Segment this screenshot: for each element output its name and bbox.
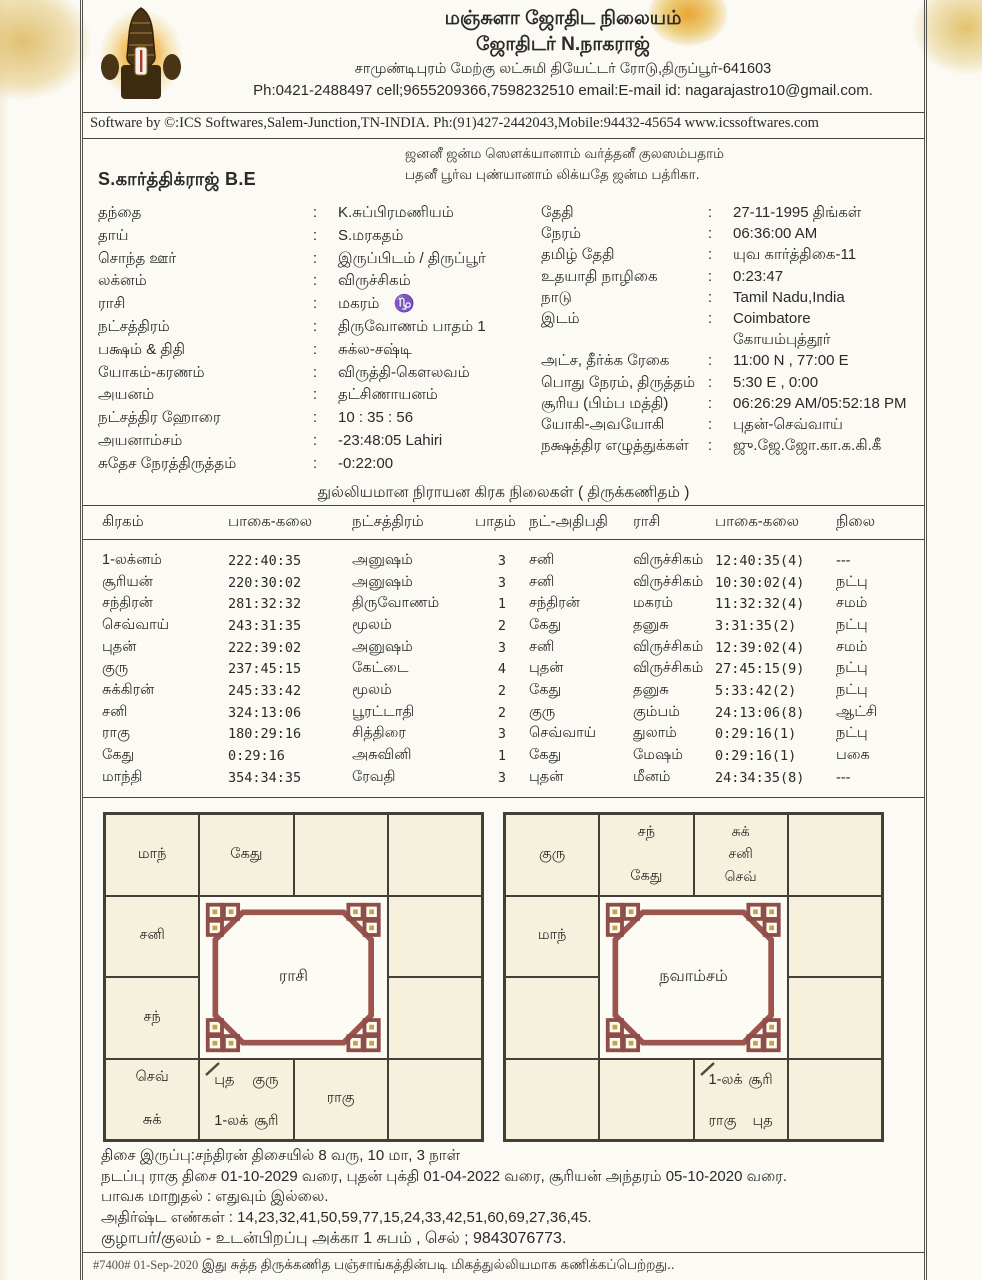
address-line: சாமுண்டிபுரம் மேற்கு லட்சுமி தியேட்டர் ரோடு,திருப்பூர்-641603 [354, 61, 772, 77]
detail-value: 06:26:29 AM/05:52:18 PM [733, 394, 907, 412]
detail-label: யோகம்-கரணம் [98, 363, 205, 381]
detail-label: உதயாதி நாழிகை [541, 267, 658, 285]
detail-label: தாய் [98, 226, 129, 244]
detail-row-mother [98, 225, 528, 248]
lagna-mark [698, 1061, 718, 1077]
astrologer-name: ஜோதிடர் N.நாகராஜ் [475, 34, 650, 55]
details-left-column [98, 202, 528, 476]
rasi-chart [103, 812, 484, 1142]
detail-value: S.மரகதம் [338, 226, 404, 244]
col-header-degrees-in-sign: பாகை-கலை [715, 512, 800, 530]
page-frame [80, 0, 927, 1280]
detail-row-lat-long [541, 350, 923, 371]
detail-value: 11:00 N , 77:00 E [733, 352, 849, 370]
divider [83, 1252, 924, 1253]
chart-cell: மாந் [105, 814, 199, 896]
detail-label: பொது நேரம், திருத்தம் [541, 373, 696, 391]
detail-row-tamil-date [541, 244, 923, 265]
table-title: துல்லியமான நிராயன கிரக நிலைகள் ( திருக்கணிதம் ) [317, 484, 690, 501]
colon: : [707, 437, 713, 455]
divider [83, 539, 924, 540]
col-header-paadham: பாதம் [475, 512, 516, 530]
detail-label: நட்சத்திர ஹோரை [98, 409, 221, 427]
detail-row-name-letters [541, 435, 923, 456]
detail-label: ராசி [98, 295, 126, 313]
chart-cell-lagna: 1-லக் சூரி ராகு புத [694, 1059, 788, 1141]
colon: : [312, 226, 318, 244]
dasa-balance-line: திசை இருப்பு:சந்திரன் திசையில் 8 வரு, 10 மா, 3 நாள் [101, 1147, 461, 1164]
chart-cell [388, 1059, 482, 1141]
table-row: புதன் 222:39:02 அனுஷம் 3 சனி விருச்சிகம் 12:39:02(4) சமம் [102, 638, 868, 656]
family-contact-line: குழாபர்/குலம் - உடன்பிறப்பு அக்கா 1 சுபம் , செல் ; 9843076773. [101, 1230, 567, 1248]
detail-row-time-correction [98, 453, 528, 476]
colon: : [312, 204, 318, 221]
chart-cell [505, 1059, 599, 1141]
detail-value: 10 : 35 : 56 [338, 409, 414, 427]
chart-cell: சுக் சனி செவ் [694, 814, 788, 896]
detail-row-place [541, 308, 923, 329]
table-body [83, 550, 924, 789]
detail-row-rasi [98, 293, 528, 316]
table-row: செவ்வாய் 243:31:35 மூலம் 2 கேது தனுசு 3:31:35(2) நட்பு [102, 616, 868, 634]
dasa-summary [101, 1146, 911, 1250]
chart-cell [505, 977, 599, 1059]
lucky-numbers-line: அதிர்ஷ்ட எண்கள் : 14,23,32,41,50,59,77,15,24,33,42,51,60,69,27,36,45. [101, 1208, 592, 1226]
shloka-line-1: ஜனனீ ஜன்ம ஸௌக்யானாம் வர்த்தனீ குலஸம்பதாம் [405, 146, 725, 161]
name-and-shloka [83, 138, 924, 200]
chart-cell: சந் [105, 977, 199, 1059]
software-credit-line: Software by ©:ICS Softwares,Salem-Junction,TN-INDIA. Ph:(91)427-2442043,Mobile:94432-45654 www.icssoftwares.com [90, 115, 819, 131]
divider [83, 505, 924, 506]
colon: : [312, 317, 318, 335]
chart-cell [788, 1059, 882, 1141]
chart-cell: மாந் [505, 896, 599, 978]
table-row: சந்திரன் 281:32:32 திருவோணம் 1 சந்திரன் மகரம் 11:32:32(4) சமம் [102, 595, 868, 613]
planet-position-table [83, 482, 924, 786]
detail-label: நாடு [541, 288, 572, 306]
detail-value: மகரம் [338, 295, 380, 313]
detail-label: லக்னம் [98, 272, 147, 290]
chart-cell: சனி [105, 896, 199, 978]
colon: : [312, 363, 318, 381]
col-header-rasi: ராசி [633, 512, 661, 530]
col-header-star: நட்சத்திரம் [352, 512, 424, 530]
navamsam-chart-center [599, 896, 788, 1059]
detail-value: Tamil Nadu,India [733, 288, 845, 306]
detail-row-ayanamsam [98, 430, 528, 453]
table-header [83, 509, 924, 535]
colon: : [707, 352, 713, 370]
colon: : [707, 394, 713, 412]
table-row: கேது 0:29:16 அசுவினி 1 கேது மேஷம் 0:29:16(1) பகை [102, 747, 870, 765]
detail-value: Coimbatore [733, 310, 811, 328]
bhava-change-line: பாவக மாறுதல் : எதுவும் இல்லை. [101, 1188, 329, 1206]
chart-section [83, 812, 924, 1142]
detail-value: 0:23:47 [733, 267, 784, 285]
chart-cell: கேது [199, 814, 293, 896]
colon: : [707, 310, 713, 328]
col-header-degrees: பாகை-கலை [228, 512, 313, 530]
detail-label: தேதி [541, 204, 574, 221]
detail-label: இடம் [541, 310, 580, 328]
colon: : [312, 386, 318, 404]
detail-value: 06:36:00 AM [733, 225, 818, 243]
table-row: மாந்தி 354:34:35 ரேவதி 3 புதன் மீனம் 24:34:35(8) --- [102, 768, 851, 786]
chart-cell [599, 1059, 693, 1141]
col-header-star-lord: நட்-அதிபதி [529, 512, 608, 530]
lagna-mark [203, 1061, 223, 1077]
detail-label: சுதேச நேரத்திருத்தம் [98, 454, 237, 472]
detail-row-yogi-avayogi [541, 414, 923, 435]
letterhead-text [213, 6, 913, 102]
shloka-line-2: பதனீ பூர்வ புண்யானாம் லிக்யதே ஜன்ம பத்ரிகா. [405, 167, 700, 182]
table-row: சனி 324:13:06 பூரட்டாதி 2 குரு கும்பம் 24:13:06(8) ஆட்சி [102, 703, 878, 721]
detail-row-nakshatram [98, 316, 528, 339]
detail-row-lagnam [98, 270, 528, 293]
detail-value: சுக்ல-சஷ்டி [338, 340, 412, 358]
center-name: மஞ்சுளா ஜோதிட நிலையம் [444, 8, 682, 29]
details-right-column [541, 202, 923, 456]
chart-cell [294, 814, 388, 896]
navamsam-chart-label: நவாம்சம் [659, 968, 728, 985]
detail-row-native-place [98, 248, 528, 271]
colon: : [707, 204, 713, 221]
detail-row-yogam-karanam [98, 362, 528, 385]
contact-line: Ph:0421-2488497 cell;9655209366,7598232510 email:E-mail id: nagarajastro10@gmail.com. [253, 82, 873, 99]
table-row: 1-லக்னம் 222:40:35 அனுஷம் 3 சனி விருச்சிகம் 12:40:35(4) --- [102, 551, 851, 569]
navamsam-chart [503, 812, 884, 1142]
chart-cell: ராகு [294, 1059, 388, 1141]
detail-row-timezone [541, 372, 923, 393]
chart-cell-lagna: புத குரு 1-லக் சூரி [199, 1059, 293, 1141]
detail-row-sunrise-sunset [541, 393, 923, 414]
divider [83, 112, 924, 113]
rasi-chart-center [199, 896, 388, 1059]
temple-deity-logo [93, 5, 189, 107]
col-header-planet: கிரகம் [102, 512, 144, 530]
chart-cell [388, 896, 482, 978]
colon: : [707, 246, 713, 264]
detail-row-ayanam [98, 384, 528, 407]
detail-label: நட்சத்திரம் [98, 317, 170, 335]
colon: : [312, 431, 318, 449]
colon: : [707, 288, 713, 306]
colon: : [312, 272, 318, 290]
capricorn-glyph: ♑ [393, 294, 415, 314]
detail-label: பக்ஷம் & திதி [98, 340, 185, 358]
letterhead [83, 0, 924, 112]
detail-value: ஜு.ஜே.ஜோ.கா.க.கி.கீ [733, 437, 882, 455]
detail-row-country [541, 287, 923, 308]
detail-value: -0:22:00 [338, 454, 394, 472]
detail-row-time [541, 223, 923, 244]
colon: : [707, 416, 713, 434]
print-note [93, 1257, 675, 1275]
table-row: ராகு 180:29:16 சித்திரை 3 செவ்வாய் துலாம் 0:29:16(1) நட்பு [102, 725, 868, 743]
chart-cell [788, 814, 882, 896]
chart-cell: செவ் சுக் [105, 1059, 199, 1141]
detail-label: சொந்த ஊர் [98, 249, 177, 267]
chart-cell: சந் கேது [599, 814, 693, 896]
print-serial: #7400# 01-Sep-2020 [93, 1258, 199, 1272]
detail-row-father [98, 202, 528, 225]
detail-value: K.சுப்பிரமணியம் [338, 204, 454, 221]
print-note-text: இது சுத்த திருக்கணித பஞ்சாங்கத்தின்படி மிகத்துல்லியமாக கணிக்கப்பெற்றது.. [201, 1257, 675, 1272]
colon: : [312, 340, 318, 358]
colon: : [312, 409, 318, 427]
detail-label: நேரம் [541, 225, 582, 243]
detail-row-date [541, 202, 923, 223]
chart-cell [388, 814, 482, 896]
detail-value: 27-11-1995 திங்கள் [733, 204, 862, 221]
current-dasa-line: நடப்பு ராகு திசை 01-10-2029 வரை, புதன் புக்தி 01-04-2022 வரை, சூரியன் அந்தரம் 05-10-2020 வரை. [101, 1167, 788, 1185]
detail-label: தந்தை [98, 204, 142, 221]
colon: : [707, 373, 713, 391]
detail-value: புதன்-செவ்வாய் [733, 416, 843, 434]
person-name: S.கார்த்திக்ராஜ் B.E [98, 169, 256, 189]
colon: : [707, 267, 713, 285]
detail-row-horai [98, 407, 528, 430]
colon: : [312, 454, 318, 472]
detail-row-nazhigai [541, 266, 923, 287]
colon: : [707, 225, 713, 243]
colon: : [312, 249, 318, 267]
chart-cell [388, 977, 482, 1059]
sanskrit-shloka [405, 143, 724, 185]
detail-value: இருப்பிடம் / திருப்பூர் [338, 249, 486, 267]
detail-value: 5:30 E , 0:00 [733, 373, 819, 391]
table-row: சூரியன் 220:30:02 அனுஷம் 3 சனி விருச்சிகம் 10:30:02(4) நட்பு [102, 573, 868, 591]
detail-label: அட்ச, தீர்க்க ரேகை [541, 352, 670, 370]
detail-place-tamil: கோயம்புத்தூர் [733, 331, 831, 349]
detail-label: யோகி-அவயோகி [541, 416, 665, 434]
colon: : [312, 295, 318, 313]
detail-label: தமிழ் தேதி [541, 246, 615, 264]
table-row: குரு 237:45:15 கேட்டை 4 புதன் விருச்சிகம் 27:45:15(9) நட்பு [102, 660, 868, 678]
detail-value: விருச்சிகம் [338, 272, 411, 290]
col-header-status: நிலை [836, 512, 876, 530]
detail-label: சூரிய (பிம்ப மத்தி) [541, 394, 669, 412]
rasi-chart-label: ராசி [278, 968, 309, 985]
detail-label: அயனாம்சம் [98, 431, 183, 449]
detail-value: யுவ கார்த்திகை-11 [733, 246, 857, 264]
detail-value: தட்சிணாயனம் [338, 386, 438, 404]
detail-label: அயனம் [98, 386, 155, 404]
divider [83, 797, 924, 798]
table-row: சுக்கிரன் 245:33:42 மூலம் 2 கேது தனுசு 5:33:42(2) நட்பு [102, 681, 868, 699]
chart-cell [788, 977, 882, 1059]
chart-cell: குரு [505, 814, 599, 896]
detail-value: திருவோணம் பாதம் 1 [338, 317, 486, 335]
detail-label: நக்ஷத்திர எழுத்துக்கள் [541, 437, 689, 455]
detail-value: -23:48:05 Lahiri [338, 431, 443, 449]
chart-cell [788, 896, 882, 978]
detail-row-paksham-thithi [98, 339, 528, 362]
detail-value: விருத்தி-கௌலவம் [338, 363, 470, 381]
